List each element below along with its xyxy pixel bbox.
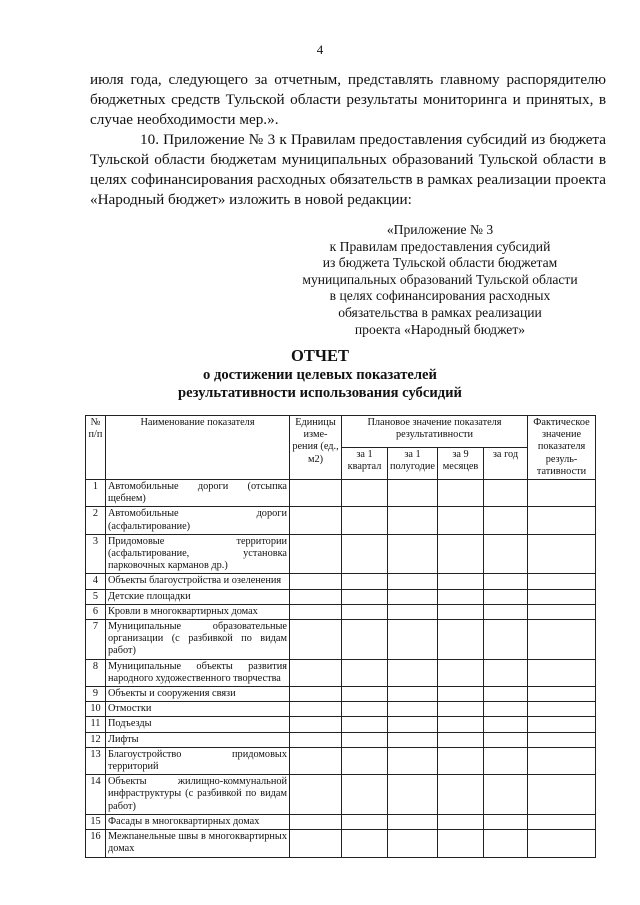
row-num: 9: [86, 687, 106, 702]
row-actual-cell: [528, 659, 596, 686]
table-row: [86, 830, 596, 857]
row-year-cell: [484, 687, 528, 702]
row-h1-cell: [388, 747, 438, 774]
table-row: [86, 589, 596, 604]
row-name: Лифты: [106, 732, 290, 747]
header-units: Единицы изме-рения (ед., м2): [290, 416, 342, 480]
row-name: Автомобильные дороги (отсыпка щебнем): [106, 480, 290, 507]
table-row: [86, 507, 596, 534]
row-h1-cell: [388, 604, 438, 619]
row-num: 3: [86, 534, 106, 574]
row-num: 16: [86, 830, 106, 857]
table-row: [86, 732, 596, 747]
row-units-cell: [290, 534, 342, 574]
row-9m-cell: [438, 589, 484, 604]
row-name: Объекты жилищно-коммунальной инфраструктуры (с разбивкой по видам работ): [106, 775, 290, 815]
row-h1-cell: [388, 574, 438, 589]
row-h1-cell: [388, 620, 438, 660]
row-num: 11: [86, 717, 106, 732]
row-num: 14: [86, 775, 106, 815]
table-row: [86, 480, 596, 507]
row-units-cell: [290, 620, 342, 660]
row-year-cell: [484, 507, 528, 534]
row-num: 8: [86, 659, 106, 686]
row-h1-cell: [388, 659, 438, 686]
row-num: 7: [86, 620, 106, 660]
row-year-cell: [484, 814, 528, 829]
row-year-cell: [484, 620, 528, 660]
row-name: Межпанельные швы в многоквартирных домах: [106, 830, 290, 857]
appendix-line: муниципальных образований Тульской области: [302, 271, 578, 287]
table-row: [86, 604, 596, 619]
row-9m-cell: [438, 507, 484, 534]
row-9m-cell: [438, 687, 484, 702]
header-9m: за 9 месяцев: [438, 448, 484, 480]
row-9m-cell: [438, 534, 484, 574]
row-name: Муниципальные образовательные организации (с разбивкой по видам работ): [106, 620, 290, 660]
row-q1-cell: [342, 480, 388, 507]
row-units-cell: [290, 717, 342, 732]
row-actual-cell: [528, 747, 596, 774]
row-h1-cell: [388, 717, 438, 732]
row-q1-cell: [342, 589, 388, 604]
table-row: [86, 659, 596, 686]
row-9m-cell: [438, 659, 484, 686]
report-subtitle-line: результативности использования субсидий: [178, 385, 462, 401]
report-subtitle-line: о достижении целевых показателей: [203, 367, 437, 383]
row-actual-cell: [528, 717, 596, 732]
row-name: Отмостки: [106, 702, 290, 717]
row-units-cell: [290, 775, 342, 815]
row-year-cell: [484, 830, 528, 857]
row-name: Фасады в многоквартирных домах: [106, 814, 290, 829]
table-row: [86, 702, 596, 717]
row-actual-cell: [528, 620, 596, 660]
row-h1-cell: [388, 814, 438, 829]
report-subtitle: [0, 366, 640, 402]
row-h1-cell: [388, 732, 438, 747]
row-year-cell: [484, 589, 528, 604]
row-9m-cell: [438, 732, 484, 747]
row-num: 1: [86, 480, 106, 507]
row-units-cell: [290, 480, 342, 507]
row-year-cell: [484, 480, 528, 507]
row-name: Объекты благоустройства и озеленения: [106, 574, 290, 589]
row-year-cell: [484, 775, 528, 815]
row-9m-cell: [438, 620, 484, 660]
row-q1-cell: [342, 687, 388, 702]
row-h1-cell: [388, 534, 438, 574]
row-year-cell: [484, 659, 528, 686]
row-actual-cell: [528, 507, 596, 534]
row-year-cell: [484, 534, 528, 574]
row-units-cell: [290, 687, 342, 702]
row-h1-cell: [388, 702, 438, 717]
row-q1-cell: [342, 620, 388, 660]
report-title: ОТЧЕТ: [291, 346, 349, 365]
row-actual-cell: [528, 775, 596, 815]
row-q1-cell: [342, 659, 388, 686]
row-q1-cell: [342, 507, 388, 534]
body-paragraph-1: июля года, следующего за отчетным, представлять главному распорядителю бюджетных средств Тульской области результаты мониторинга и принятых, в случае необходимости мер.».: [90, 71, 606, 128]
row-actual-cell: [528, 604, 596, 619]
appendix-line: в целях софинансирования расходных: [329, 288, 551, 304]
appendix-line: обязательства в рамках реализации: [338, 304, 542, 320]
header-planned: Плановое значение показателя результативности: [342, 416, 528, 448]
row-9m-cell: [438, 604, 484, 619]
row-year-cell: [484, 732, 528, 747]
row-9m-cell: [438, 830, 484, 857]
row-9m-cell: [438, 702, 484, 717]
table-row: [86, 534, 596, 574]
row-q1-cell: [342, 702, 388, 717]
appendix-line: к Правилам предоставления субсидий: [329, 238, 551, 254]
row-name: Кровли в многоквартирных домах: [106, 604, 290, 619]
row-actual-cell: [528, 480, 596, 507]
row-units-cell: [290, 589, 342, 604]
row-h1-cell: [388, 589, 438, 604]
row-year-cell: [484, 604, 528, 619]
row-num: 15: [86, 814, 106, 829]
row-actual-cell: [528, 687, 596, 702]
row-units-cell: [290, 659, 342, 686]
row-units-cell: [290, 574, 342, 589]
row-num: 10: [86, 702, 106, 717]
row-name: Подъезды: [106, 717, 290, 732]
row-actual-cell: [528, 534, 596, 574]
row-name: Детские площадки: [106, 589, 290, 604]
row-units-cell: [290, 747, 342, 774]
header-actual: Фактическое значение показателя резуль-тативности: [528, 416, 596, 480]
row-year-cell: [484, 717, 528, 732]
header-year: за год: [484, 448, 528, 480]
row-q1-cell: [342, 747, 388, 774]
table-row: [86, 717, 596, 732]
row-name: Объекты и сооружения связи: [106, 687, 290, 702]
appendix-header: [290, 222, 590, 338]
row-name: Придомовые территории (асфальтирование, установка парковочных карманов др.): [106, 534, 290, 574]
row-units-cell: [290, 732, 342, 747]
row-year-cell: [484, 702, 528, 717]
row-name: Благоустройство придомовых территорий: [106, 747, 290, 774]
row-9m-cell: [438, 574, 484, 589]
row-units-cell: [290, 702, 342, 717]
row-actual-cell: [528, 702, 596, 717]
row-year-cell: [484, 747, 528, 774]
row-q1-cell: [342, 732, 388, 747]
row-q1-cell: [342, 604, 388, 619]
row-name: Муниципальные объекты развития народного художественного творчества: [106, 659, 290, 686]
row-num: 12: [86, 732, 106, 747]
row-actual-cell: [528, 830, 596, 857]
row-units-cell: [290, 507, 342, 534]
row-q1-cell: [342, 534, 388, 574]
row-num: 13: [86, 747, 106, 774]
row-actual-cell: [528, 732, 596, 747]
report-table: [85, 415, 596, 858]
row-num: 4: [86, 574, 106, 589]
row-actual-cell: [528, 814, 596, 829]
body-paragraph-2: 10. Приложение № 3 к Правилам предоставления субсидий из бюджета Тульской области бюджетам муниципальных образований Тульской области в целях софинансирования расходных обязательств в рамках реализации проекта «Народный бюджет» изложить в новой редакции:: [90, 131, 606, 208]
table-row: [86, 747, 596, 774]
row-9m-cell: [438, 480, 484, 507]
row-name: Автомобильные дороги (асфальтирование): [106, 507, 290, 534]
header-num: № п/п: [86, 416, 106, 480]
row-q1-cell: [342, 814, 388, 829]
appendix-line: из бюджета Тульской области бюджетам: [322, 255, 558, 271]
row-9m-cell: [438, 814, 484, 829]
row-num: 5: [86, 589, 106, 604]
row-q1-cell: [342, 574, 388, 589]
row-9m-cell: [438, 775, 484, 815]
table-row: [86, 620, 596, 660]
table-row: [86, 814, 596, 829]
page-number: 4: [316, 42, 324, 57]
header-name: Наименование показателя: [106, 416, 290, 480]
row-num: 6: [86, 604, 106, 619]
header-q1: за 1 квартал: [342, 448, 388, 480]
row-h1-cell: [388, 775, 438, 815]
appendix-line: проекта «Народный бюджет»: [354, 321, 526, 337]
table-row: [86, 687, 596, 702]
row-q1-cell: [342, 830, 388, 857]
table-row: [86, 775, 596, 815]
row-h1-cell: [388, 687, 438, 702]
row-units-cell: [290, 814, 342, 829]
row-actual-cell: [528, 574, 596, 589]
row-q1-cell: [342, 717, 388, 732]
row-h1-cell: [388, 507, 438, 534]
appendix-line: «Приложение № 3: [386, 222, 494, 237]
row-year-cell: [484, 574, 528, 589]
row-actual-cell: [528, 589, 596, 604]
row-units-cell: [290, 604, 342, 619]
header-h1: за 1 полугодие: [388, 448, 438, 480]
row-h1-cell: [388, 480, 438, 507]
row-9m-cell: [438, 747, 484, 774]
row-9m-cell: [438, 717, 484, 732]
row-q1-cell: [342, 775, 388, 815]
row-units-cell: [290, 830, 342, 857]
row-h1-cell: [388, 830, 438, 857]
row-num: 2: [86, 507, 106, 534]
table-row: [86, 574, 596, 589]
